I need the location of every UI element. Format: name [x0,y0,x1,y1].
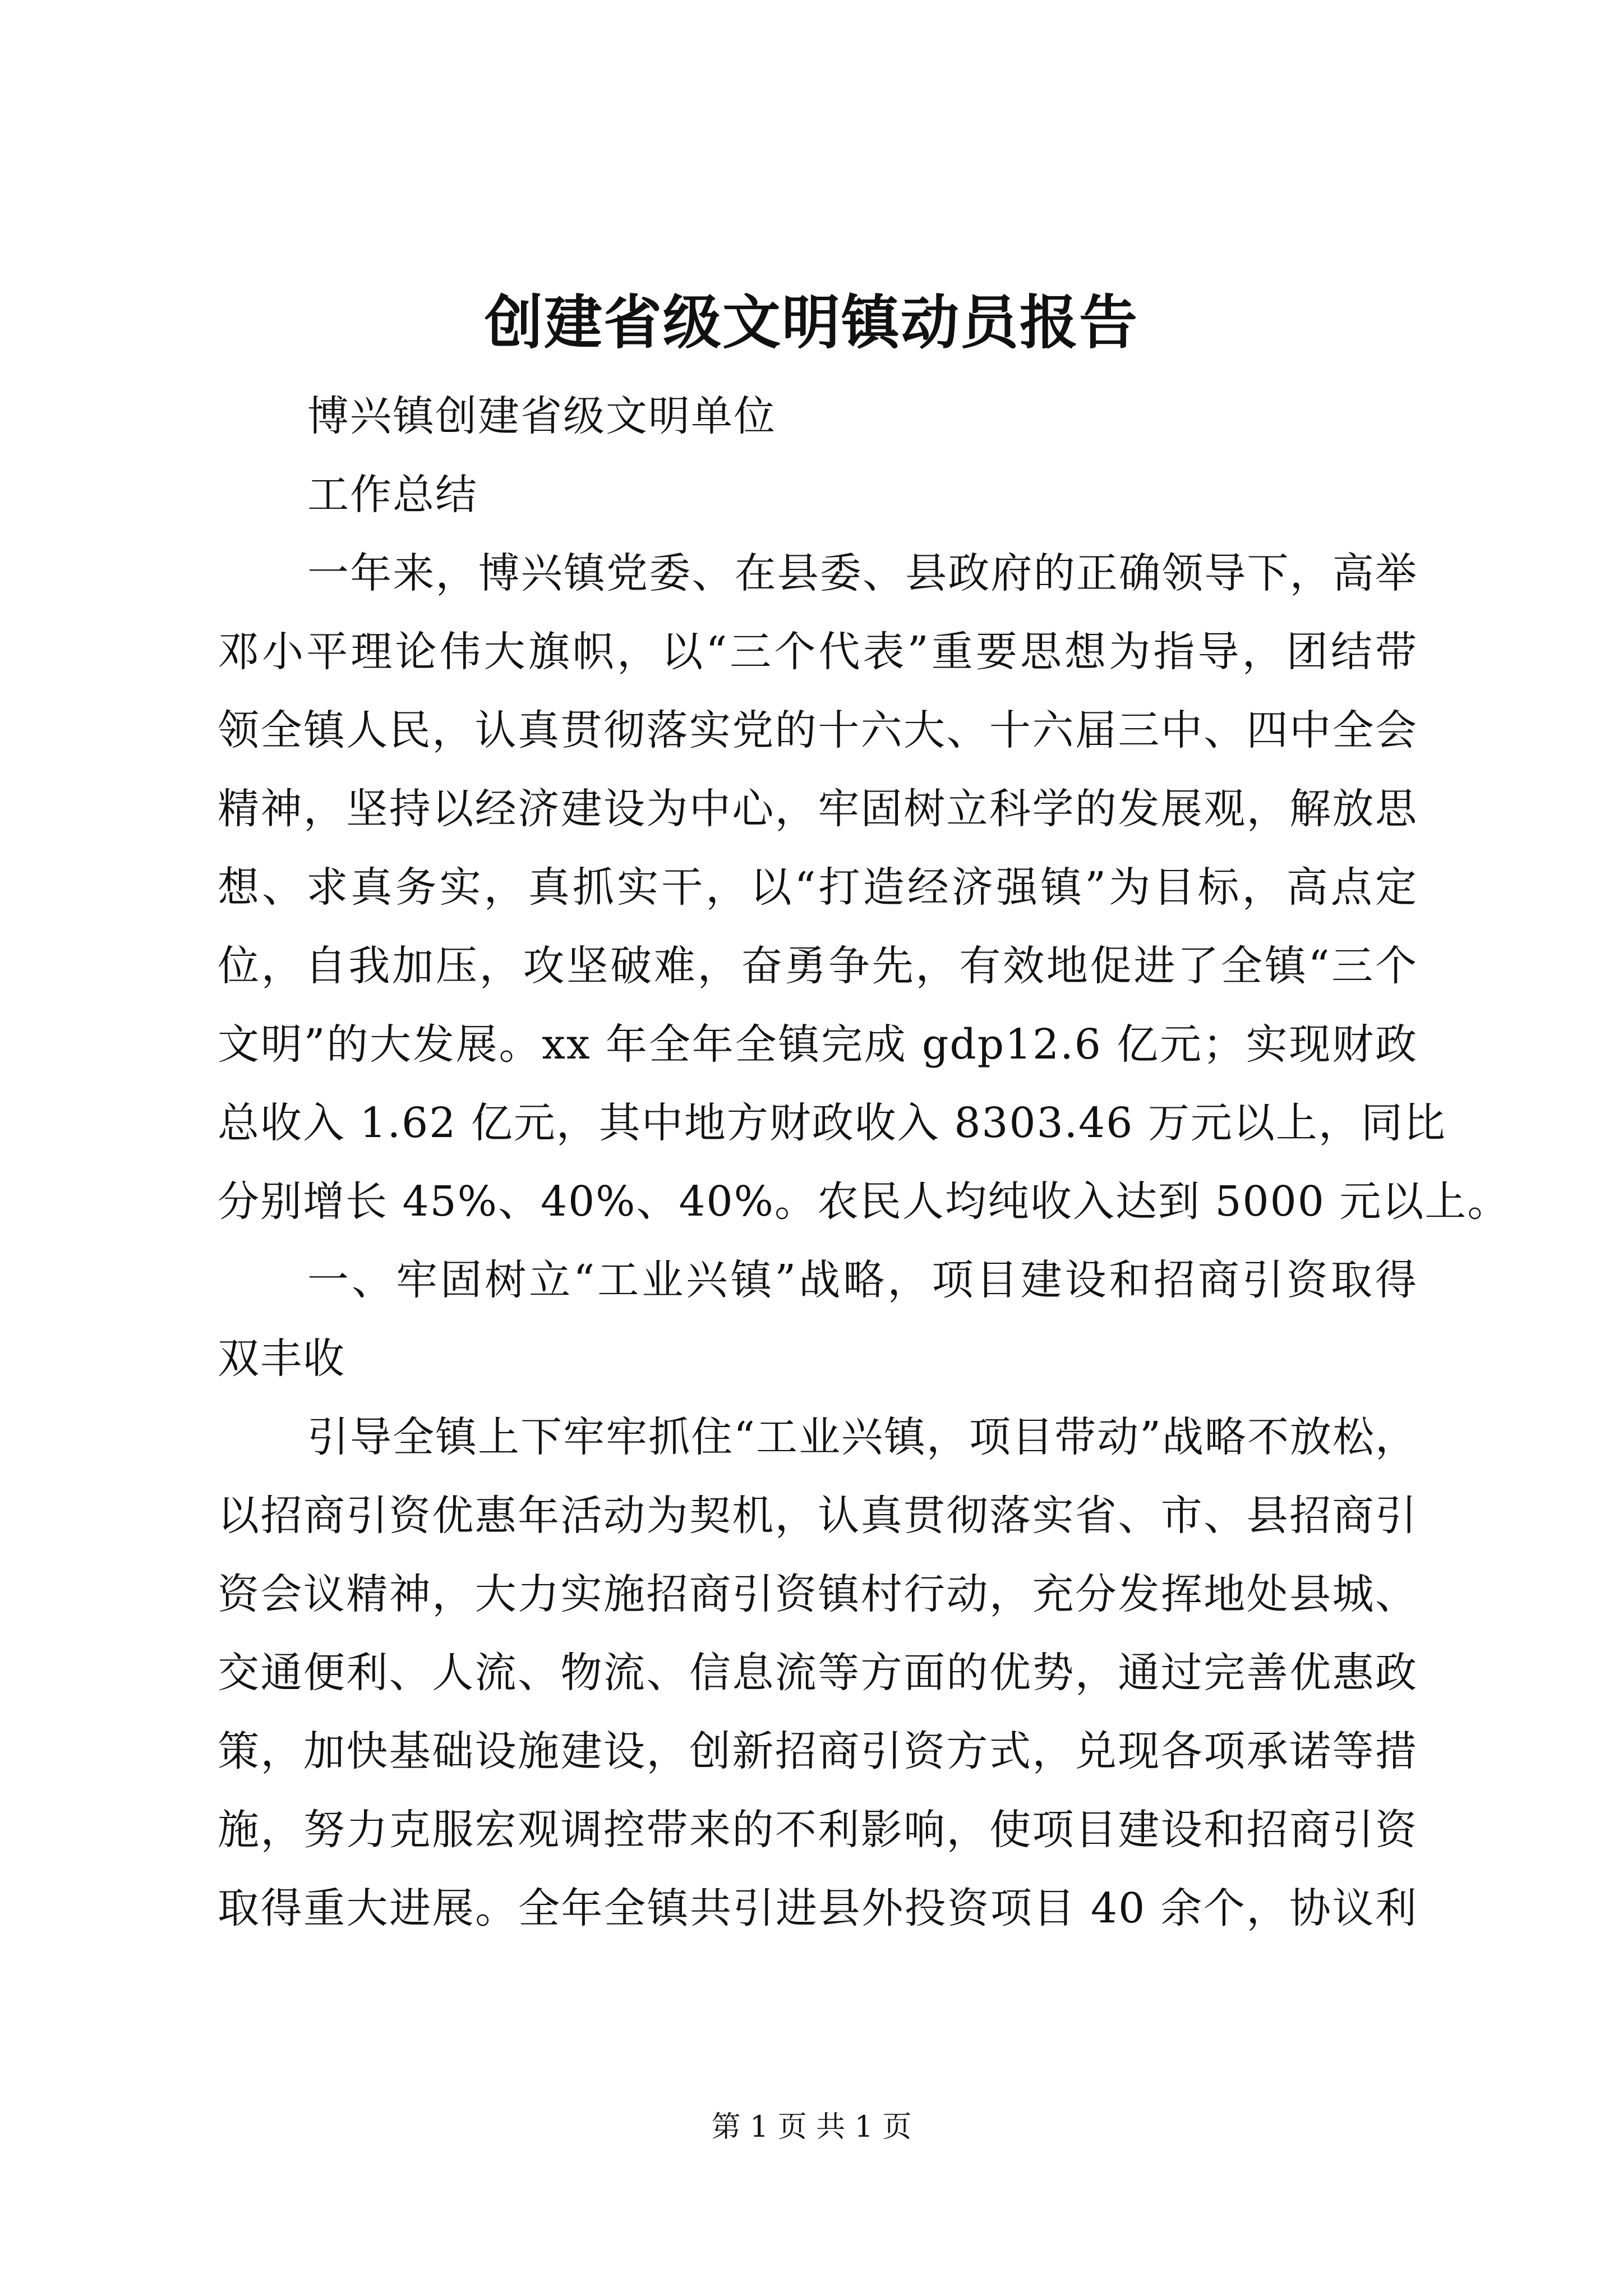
text-line: 交通便利、人流、物流、信息流等方面的优势，通过完善优惠政 [218,1649,1418,1697]
text-line: 精神，坚持以经济建设为中心，牢固树立科学的发展观，解放思 [218,785,1418,833]
text-line: 总收入 1.62 亿元，其中地方财政收入 8303.46 万元以上，同比 [218,1099,1446,1147]
text-line: 文明”的大发展。xx 年全年全镇完成 gdp12.6 亿元；实现财政 [218,1020,1418,1069]
text-line: 资会议精神，大力实施招商引资镇村行动，充分发挥地处县城、 [218,1570,1418,1618]
page-number: 第 1 页 共 1 页 [711,2110,912,2144]
text-line: 想、求真务实，真抓实干，以“打造经济强镇”为目标，高点定 [218,863,1418,912]
text-line: 工作总结 [307,471,478,519]
text-line: 双丰收 [218,1335,345,1383]
text-line: 以招商引资优惠年活动为契机，认真贯彻落实省、市、县招商引 [218,1492,1418,1540]
text-line: 位，自我加压，攻坚破难，奋勇争先，有效地促进了全镇“三个 [218,942,1418,990]
text-line: 取得重大进展。全年全镇共引进县外投资项目 40 余个，协议利 [218,1884,1418,1932]
text-line: 邓小平理论伟大旗帜，以“三个代表”重要思想为指导，团结带 [218,628,1418,676]
document-body [218,377,1510,1948]
text-line: 分别增长 45%、40%、40%。农民人均纯收入达到 5000 元以上。 [218,1177,1510,1226]
text-line: 施，努力克服宏观调控带来的不利影响，使项目建设和招商引资 [218,1806,1418,1854]
text-line: 引导全镇上下牢牢抓住“工业兴镇，项目带动”战略不放松， [307,1413,1418,1461]
text-line: 领全镇人民，认真贯彻落实党的十六大、十六届三中、四中全会 [218,706,1418,754]
text-line: 一年来，博兴镇党委、在县委、县政府的正确领导下，高举 [307,549,1418,597]
text-line: 博兴镇创建省级文明单位 [307,392,776,440]
document-title: 创建省级文明镇动员报告 [484,288,1138,357]
text-line: 一、牢固树立“工业兴镇”战略，项目建设和招商引资取得 [307,1256,1418,1304]
text-line: 策，加快基础设施建设，创新招商引资方式，兑现各项承诺等措 [218,1727,1418,1775]
